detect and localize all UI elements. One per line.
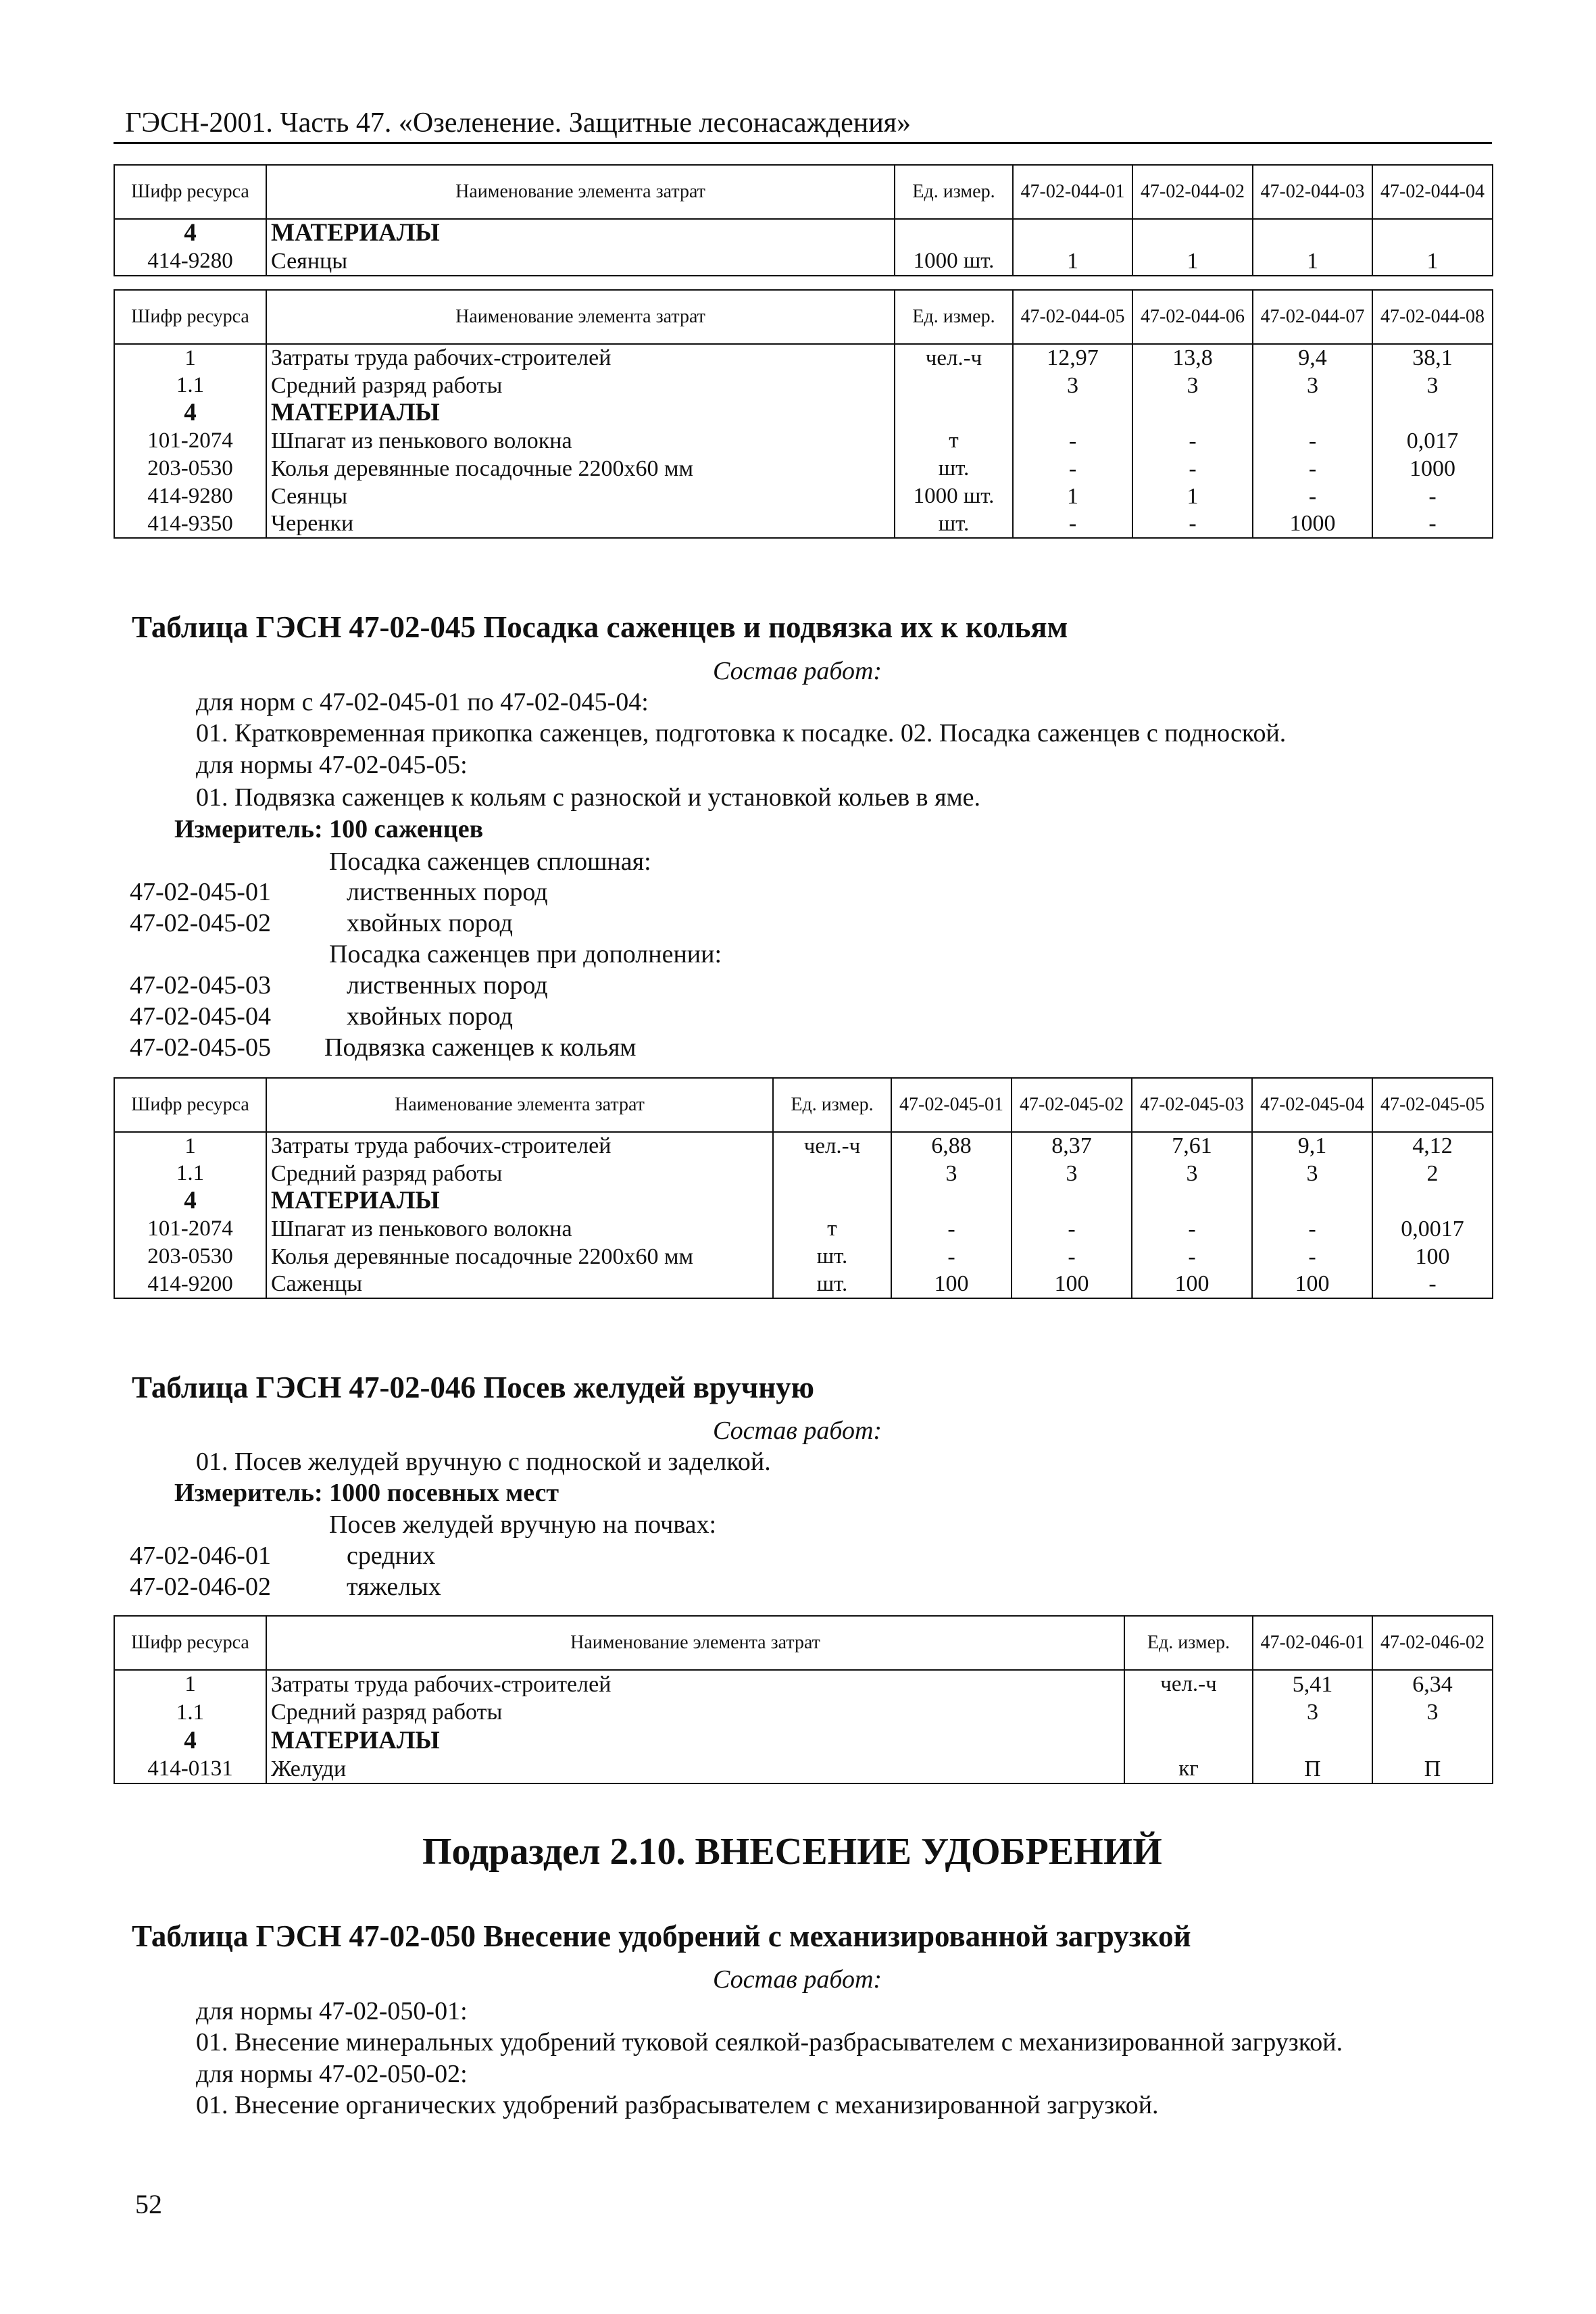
cell-name: Затраты труда рабочих-строителей [266, 344, 895, 372]
cell-unit [1124, 1727, 1253, 1755]
cell-name: Затраты труда рабочих-строителей [266, 1670, 1124, 1698]
table-row [114, 399, 1493, 427]
table-row [114, 1160, 1493, 1187]
norm-group-heading: Посадка саженцев сплошная: [329, 847, 651, 876]
cell-value: - [1132, 510, 1253, 538]
cell-value [891, 1187, 1012, 1215]
table-row [114, 455, 1493, 483]
cell-name: Черенки [266, 510, 895, 538]
col-header-code: Шифр ресурса [114, 1616, 266, 1670]
cell-value [1132, 399, 1253, 427]
cell-code: 414-9280 [114, 247, 266, 276]
cell-value [1253, 219, 1372, 247]
cell-name: Средний разряд работы [266, 1698, 1124, 1727]
norm-name: лиственных пород [347, 971, 548, 1000]
table-header-row [114, 290, 1493, 344]
header-rule [114, 142, 1492, 144]
cell-name: Шпагат из пенькового волокна [266, 1215, 773, 1243]
col-header-code: Шифр ресурса [114, 1078, 266, 1132]
cell-code: 4 [114, 1727, 266, 1755]
cell-value: - [1252, 1243, 1372, 1271]
cell-code: 101-2074 [114, 1215, 266, 1243]
cell-unit: шт. [895, 455, 1013, 483]
cell-code: 4 [114, 399, 266, 427]
text-line: для нормы 47-02-050-01: [196, 1997, 468, 2025]
cell-value: 1 [1253, 247, 1372, 276]
cell-value: - [1013, 510, 1132, 538]
cell-value: П [1372, 1755, 1493, 1783]
norm-code: 47-02-045-01 [130, 878, 271, 906]
cell-unit: чел.-ч [1124, 1670, 1253, 1698]
cell-code: 4 [114, 1187, 266, 1215]
cell-value: 9,1 [1252, 1132, 1372, 1160]
cell-value: 1000 [1253, 510, 1372, 538]
norm-group-heading: Посадка саженцев при дополнении: [329, 940, 722, 968]
cell-name: Средний разряд работы [266, 372, 895, 399]
cell-name: МАТЕРИАЛЫ [266, 1727, 1124, 1755]
table-044-part1 [114, 164, 1493, 276]
table-row [114, 1215, 1493, 1243]
cell-value: 3 [1253, 372, 1372, 399]
col-header-name: Наименование элемента затрат [266, 1616, 1124, 1670]
cell-unit: шт. [773, 1243, 891, 1271]
meter-045: Измеритель: 100 саженцев [174, 815, 484, 843]
cell-value [1252, 1187, 1372, 1215]
sostav-label-046: Состав работ: [713, 1417, 882, 1445]
cell-value: 1 [1013, 247, 1132, 276]
cell-value [1013, 219, 1132, 247]
subsection-title: Подраздел 2.10. ВНЕСЕНИЕ УДОБРЕНИЙ [422, 1831, 1162, 1873]
cell-value: 3 [1132, 1160, 1252, 1187]
col-header-norm-code: 47-02-044-06 [1132, 290, 1253, 344]
norm-code: 47-02-045-04 [130, 1002, 271, 1031]
cell-value: 1 [1132, 483, 1253, 510]
cell-unit [895, 219, 1013, 247]
table-row [114, 1755, 1493, 1783]
cell-name: Затраты труда рабочих-строителей [266, 1132, 773, 1160]
cell-code: 414-0131 [114, 1755, 266, 1783]
cell-value [1132, 219, 1253, 247]
cell-value: - [1372, 1271, 1493, 1298]
cell-value: 1 [1132, 247, 1253, 276]
cell-value: 7,61 [1132, 1132, 1252, 1160]
cell-value: - [1012, 1243, 1132, 1271]
cell-value: 3 [1012, 1160, 1132, 1187]
cell-value: 4,12 [1372, 1132, 1493, 1160]
col-header-norm-code: 47-02-045-04 [1252, 1078, 1372, 1132]
cell-value: 3 [1252, 1160, 1372, 1187]
col-header-norm-code: 47-02-044-08 [1372, 290, 1493, 344]
cell-name: Колья деревянные посадочные 2200х60 мм [266, 1243, 773, 1271]
cell-code: 414-9350 [114, 510, 266, 538]
table-row [114, 247, 1493, 276]
cell-value [1253, 1727, 1372, 1755]
cell-code: 1.1 [114, 372, 266, 399]
cell-code: 414-9200 [114, 1271, 266, 1298]
cell-name: Сеянцы [266, 247, 895, 276]
cell-value: - [1132, 1215, 1252, 1243]
cell-name: МАТЕРИАЛЫ [266, 219, 895, 247]
cell-code: 4 [114, 219, 266, 247]
cell-value: 3 [891, 1160, 1012, 1187]
col-header-unit: Ед. измер. [773, 1078, 891, 1132]
norm-name: средних [347, 1542, 436, 1570]
cell-unit: шт. [895, 510, 1013, 538]
cell-value: 3 [1372, 1698, 1493, 1727]
cell-value: - [1253, 483, 1372, 510]
cell-value: - [891, 1215, 1012, 1243]
table-045 [114, 1077, 1493, 1299]
text-line: 01. Подвязка саженцев к кольям с разноской и установкой кольев в яме. [196, 783, 980, 812]
norm-code: 47-02-045-03 [130, 971, 271, 1000]
cell-value: 3 [1013, 372, 1132, 399]
table-row [114, 1187, 1493, 1215]
table-header-row [114, 1616, 1493, 1670]
cell-name: Желуди [266, 1755, 1124, 1783]
norm-name: тяжелых [347, 1573, 441, 1601]
cell-unit [773, 1187, 891, 1215]
cell-value: 9,4 [1253, 344, 1372, 372]
cell-value: 100 [891, 1271, 1012, 1298]
col-header-norm-code: 47-02-046-01 [1253, 1616, 1372, 1670]
cell-value: - [1252, 1215, 1372, 1243]
cell-code: 101-2074 [114, 427, 266, 455]
cell-value: - [1132, 455, 1253, 483]
cell-unit: т [773, 1215, 891, 1243]
text-line: 01. Кратковременная прикопка саженцев, подготовка к посадке. 02. Посадка саженцев с подноской. [196, 719, 1287, 747]
cell-value: 100 [1132, 1271, 1252, 1298]
meter-046: Измеритель: 1000 посевных мест [174, 1479, 559, 1507]
cell-value [1013, 399, 1132, 427]
cell-value: 3 [1372, 372, 1493, 399]
norm-code: 47-02-045-05 [130, 1033, 271, 1062]
col-header-code: Шифр ресурса [114, 165, 266, 219]
cell-value: 1 [1372, 247, 1493, 276]
cell-value: - [1132, 427, 1253, 455]
cell-code: 203-0530 [114, 455, 266, 483]
cell-value: 0,017 [1372, 427, 1493, 455]
cell-name: Саженцы [266, 1271, 773, 1298]
table-row [114, 1670, 1493, 1698]
norm-name: хвойных пород [347, 1002, 513, 1031]
table-row [114, 1243, 1493, 1271]
cell-value: - [1372, 483, 1493, 510]
cell-name: МАТЕРИАЛЫ [266, 1187, 773, 1215]
cell-value: 100 [1252, 1271, 1372, 1298]
col-header-name: Наименование элемента затрат [266, 290, 895, 344]
sostav-label-050: Состав работ: [713, 1965, 882, 1994]
col-header-norm-code: 47-02-046-02 [1372, 1616, 1493, 1670]
col-header-norm-code: 47-02-045-01 [891, 1078, 1012, 1132]
page-number: 52 [135, 2189, 162, 2219]
cell-value: 0,0017 [1372, 1215, 1493, 1243]
col-header-name: Наименование элемента затрат [266, 1078, 773, 1132]
cell-code: 1.1 [114, 1160, 266, 1187]
col-header-unit: Ед. измер. [895, 165, 1013, 219]
sostav-label-045: Состав работ: [713, 657, 882, 685]
cell-code: 1.1 [114, 1698, 266, 1727]
section-title-045: Таблица ГЭСН 47-02-045 Посадка саженцев и подвязка их к кольям [132, 610, 1068, 644]
norm-code: 47-02-045-02 [130, 909, 271, 937]
cell-value: - [1013, 455, 1132, 483]
cell-value: 100 [1012, 1271, 1132, 1298]
text-line: 01. Внесение органических удобрений разбрасывателем с механизированной загрузкой. [196, 2091, 1159, 2119]
cell-name: Шпагат из пенькового волокна [266, 427, 895, 455]
cell-value [1253, 399, 1372, 427]
cell-value: 1000 [1372, 455, 1493, 483]
cell-value: - [891, 1243, 1012, 1271]
cell-value: 2 [1372, 1160, 1493, 1187]
col-header-norm-code: 47-02-044-02 [1132, 165, 1253, 219]
cell-value: - [1013, 427, 1132, 455]
cell-name: Колья деревянные посадочные 2200х60 мм [266, 455, 895, 483]
cell-value: 12,97 [1013, 344, 1132, 372]
norm-group-heading: Посев желудей вручную на почвах: [329, 1510, 717, 1539]
cell-value: П [1253, 1755, 1372, 1783]
col-header-norm-code: 47-02-045-05 [1372, 1078, 1493, 1132]
cell-name: Сеянцы [266, 483, 895, 510]
table-row [114, 219, 1493, 247]
cell-value [1372, 219, 1493, 247]
cell-unit [895, 399, 1013, 427]
table-header-row [114, 165, 1493, 219]
norm-name: Подвязка саженцев к кольям [324, 1033, 637, 1062]
col-header-norm-code: 47-02-045-03 [1132, 1078, 1252, 1132]
cell-unit [1124, 1698, 1253, 1727]
table-row [114, 1727, 1493, 1755]
cell-unit: 1000 шт. [895, 247, 1013, 276]
col-header-norm-code: 47-02-044-01 [1013, 165, 1132, 219]
col-header-norm-code: 47-02-044-04 [1372, 165, 1493, 219]
cell-unit: чел.-ч [773, 1132, 891, 1160]
col-header-name: Наименование элемента затрат [266, 165, 895, 219]
table-header-row [114, 1078, 1493, 1132]
cell-unit: шт. [773, 1271, 891, 1298]
cell-unit [773, 1160, 891, 1187]
cell-code: 203-0530 [114, 1243, 266, 1271]
table-row [114, 1698, 1493, 1727]
table-044-part2 [114, 289, 1493, 539]
col-header-norm-code: 47-02-044-07 [1253, 290, 1372, 344]
cell-value: - [1372, 510, 1493, 538]
cell-unit: 1000 шт. [895, 483, 1013, 510]
section-title-050: Таблица ГЭСН 47-02-050 Внесение удобрений с механизированной загрузкой [132, 1919, 1191, 1953]
table-row [114, 483, 1493, 510]
cell-unit: т [895, 427, 1013, 455]
col-header-unit: Ед. измер. [1124, 1616, 1253, 1670]
cell-value: 38,1 [1372, 344, 1493, 372]
norm-name: хвойных пород [347, 909, 513, 937]
table-row [114, 1132, 1493, 1160]
cell-value: 3 [1132, 372, 1253, 399]
running-header: ГЭСН-2001. Часть 47. «Озеленение. Защитные лесонасаждения» [125, 107, 911, 139]
table-row [114, 427, 1493, 455]
cell-unit [895, 372, 1013, 399]
text-line: для норм с 47-02-045-01 по 47-02-045-04: [196, 688, 649, 716]
text-line: для нормы 47-02-045-05: [196, 751, 468, 779]
cell-value: 13,8 [1132, 344, 1253, 372]
cell-value [1012, 1187, 1132, 1215]
norm-code: 47-02-046-01 [130, 1542, 271, 1570]
col-header-norm-code: 47-02-044-05 [1013, 290, 1132, 344]
cell-value: 100 [1372, 1243, 1493, 1271]
cell-value: - [1253, 455, 1372, 483]
cell-value [1372, 1727, 1493, 1755]
cell-value: 8,37 [1012, 1132, 1132, 1160]
text-line: 01. Внесение минеральных удобрений туковой сеялкой-разбрасывателем с механизированной загрузкой. [196, 2028, 1343, 2057]
table-row [114, 1271, 1493, 1298]
cell-value: 5,41 [1253, 1670, 1372, 1698]
norm-code: 47-02-046-02 [130, 1573, 271, 1601]
table-row [114, 344, 1493, 372]
col-header-norm-code: 47-02-044-03 [1253, 165, 1372, 219]
table-row [114, 510, 1493, 538]
cell-code: 1 [114, 1670, 266, 1698]
cell-code: 1 [114, 1132, 266, 1160]
cell-name: МАТЕРИАЛЫ [266, 399, 895, 427]
cell-code: 1 [114, 344, 266, 372]
table-row [114, 372, 1493, 399]
cell-code: 414-9280 [114, 483, 266, 510]
norm-name: лиственных пород [347, 878, 548, 906]
text-line: 01. Посев желудей вручную с подноской и заделкой. [196, 1448, 771, 1476]
col-header-code: Шифр ресурса [114, 290, 266, 344]
cell-unit: кг [1124, 1755, 1253, 1783]
table-046 [114, 1615, 1493, 1784]
cell-value [1132, 1187, 1252, 1215]
cell-value: 6,88 [891, 1132, 1012, 1160]
cell-value [1372, 1187, 1493, 1215]
section-title-046: Таблица ГЭСН 47-02-046 Посев желудей вручную [132, 1371, 815, 1404]
cell-value: - [1253, 427, 1372, 455]
cell-value: - [1012, 1215, 1132, 1243]
text-line: для нормы 47-02-050-02: [196, 2060, 468, 2088]
cell-name: Средний разряд работы [266, 1160, 773, 1187]
cell-value: 3 [1253, 1698, 1372, 1727]
col-header-norm-code: 47-02-045-02 [1012, 1078, 1132, 1132]
cell-value: 6,34 [1372, 1670, 1493, 1698]
col-header-unit: Ед. измер. [895, 290, 1013, 344]
cell-value [1372, 399, 1493, 427]
cell-value: - [1132, 1243, 1252, 1271]
cell-unit: чел.-ч [895, 344, 1013, 372]
cell-value: 1 [1013, 483, 1132, 510]
